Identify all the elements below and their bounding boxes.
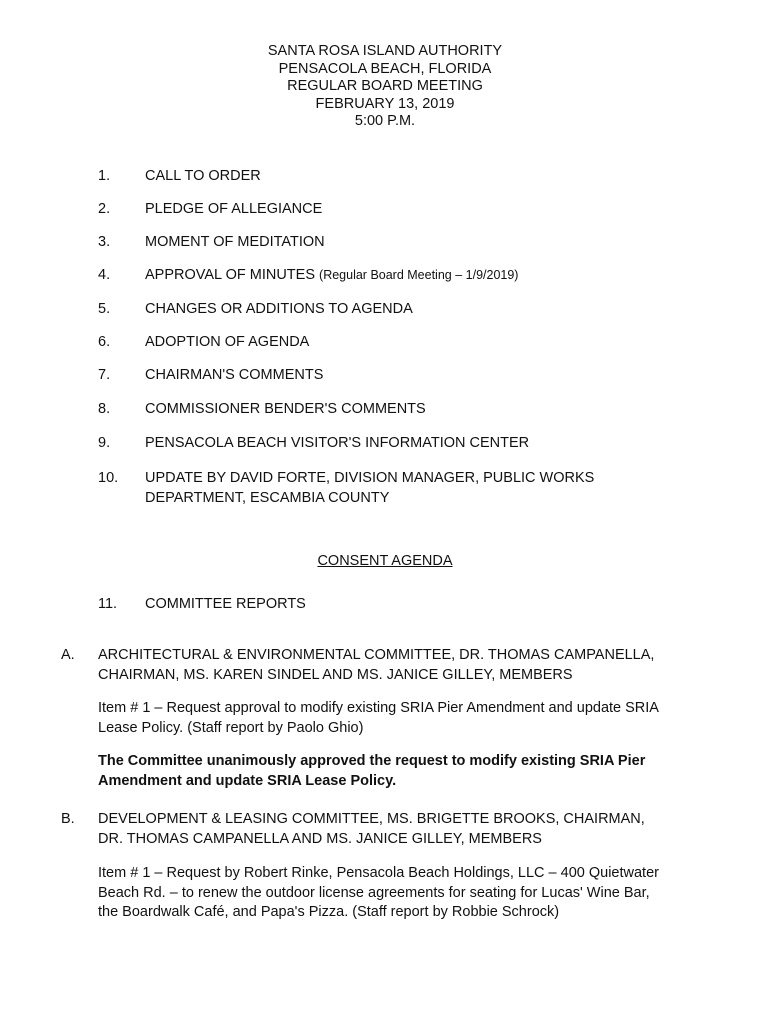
item-text: ADOPTION OF AGENDA xyxy=(145,334,310,350)
meeting-type: REGULAR BOARD MEETING xyxy=(287,78,483,94)
item-text: PENSACOLA BEACH VISITOR'S INFORMATION CENTER xyxy=(145,435,530,451)
item-number: 2. xyxy=(98,201,111,217)
item-text: CHAIRMAN'S COMMENTS xyxy=(145,367,324,383)
document-header xyxy=(0,43,770,131)
committee-item-line: Beach Rd. – to renew the outdoor license agreements for seating for Lucas' Wine Bar, xyxy=(98,884,650,901)
committee-title-line: ARCHITECTURAL & ENVIRONMENTAL COMMITTEE, DR. THOMAS CAMPANELLA, xyxy=(98,647,655,663)
committee-title-line: DEVELOPMENT & LEASING COMMITTEE, MS. BRIGETTE BROOKS, CHAIRMAN, xyxy=(98,811,645,827)
item-number: 6. xyxy=(98,334,111,350)
committee-item xyxy=(98,699,688,738)
item-number: 5. xyxy=(98,301,111,317)
item-text: MOMENT OF MEDITATION xyxy=(145,234,325,250)
item-text-continued: DEPARTMENT, ESCAMBIA COUNTY xyxy=(145,489,390,506)
committee-item-line: the Boardwalk Café, and Papa's Pizza. (Staff report by Robbie Schrock) xyxy=(98,904,560,920)
committee-result xyxy=(98,752,688,791)
item-number: 1. xyxy=(98,168,111,184)
item-text: CALL TO ORDER xyxy=(145,168,261,184)
item-number: 9. xyxy=(98,435,111,451)
meeting-time: 5:00 P.M. xyxy=(354,113,416,129)
org-name: SANTA ROSA ISLAND AUTHORITY xyxy=(267,43,503,59)
item-text: PLEDGE OF ALLEGIANCE xyxy=(145,201,323,217)
committee-title xyxy=(98,646,698,685)
item-note: (Regular Board Meeting – 1/9/2019) xyxy=(319,268,519,282)
item-number: 4. xyxy=(98,267,111,283)
consent-agenda-heading: CONSENT AGENDA xyxy=(317,553,453,569)
committee-title-line: DR. THOMAS CAMPANELLA AND MS. JANICE GILLEY, MEMBERS xyxy=(98,830,542,847)
item-text: COMMITTEE REPORTS xyxy=(145,596,306,612)
committee-item-line: Lease Policy. (Staff report by Paolo Ghio) xyxy=(98,719,364,736)
item-text-wrapper xyxy=(145,266,665,286)
committee-result-line: Amendment and update SRIA Lease Policy. xyxy=(98,772,397,789)
item-number: 8. xyxy=(98,401,111,417)
item-text: COMMISSIONER BENDER'S COMMENTS xyxy=(145,401,426,417)
section-letter: B. xyxy=(61,811,75,827)
meeting-date: FEBRUARY 13, 2019 xyxy=(315,95,455,112)
committee-item xyxy=(98,864,688,923)
item-number: 7. xyxy=(98,367,111,383)
item-number: 10. xyxy=(98,470,119,486)
location: PENSACOLA BEACH, FLORIDA xyxy=(278,60,492,77)
committee-result-line: The Committee unanimously approved the request to modify existing SRIA Pier xyxy=(98,753,646,769)
committee-item-line: Item # 1 – Request approval to modify existing SRIA Pier Amendment and update SRIA xyxy=(98,700,659,716)
committee-title-line: CHAIRMAN, MS. KAREN SINDEL AND MS. JANICE GILLEY, MEMBERS xyxy=(98,666,573,683)
item-text: CHANGES OR ADDITIONS TO AGENDA xyxy=(145,301,413,317)
item-text: UPDATE BY DAVID FORTE, DIVISION MANAGER, PUBLIC WORKS xyxy=(145,470,595,486)
committee-item-line: Item # 1 – Request by Robert Rinke, Pensacola Beach Holdings, LLC – 400 Quietwater xyxy=(98,865,659,881)
item-text: APPROVAL OF MINUTES xyxy=(145,267,315,283)
item-number: 11. xyxy=(98,596,118,612)
item-text-wrapper xyxy=(145,469,665,508)
item-number: 3. xyxy=(98,234,111,250)
section-letter: A. xyxy=(61,647,75,663)
committee-title xyxy=(98,810,698,849)
